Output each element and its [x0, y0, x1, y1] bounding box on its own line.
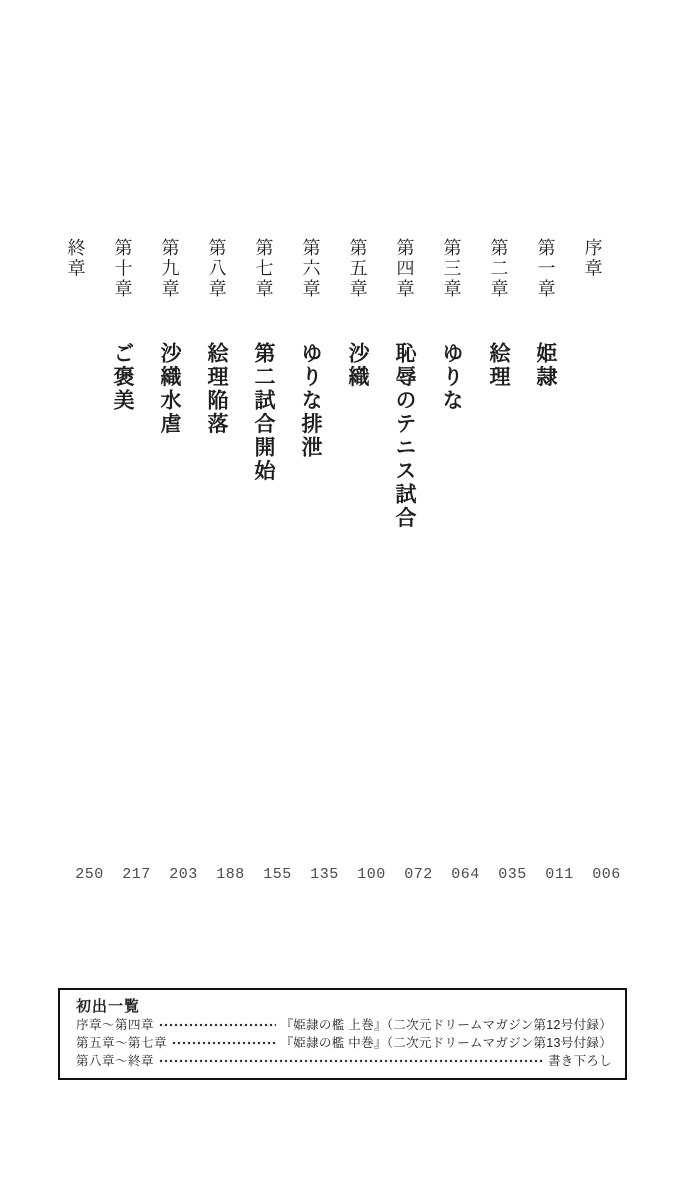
publication-entry [76, 1034, 612, 1052]
chapter-number: 第四章 [394, 238, 415, 300]
chapter-range: 第五章〜第七章 [76, 1036, 168, 1050]
chapter-range: 第八章〜終章 [76, 1054, 155, 1068]
dot-leader [159, 1023, 276, 1027]
dot-leader [172, 1041, 276, 1045]
table-of-contents [52, 238, 616, 548]
toc-entry-ch8 [193, 238, 240, 548]
chapter-number: 第八章 [206, 238, 227, 300]
page-number: 100 [357, 866, 386, 883]
page-number: 035 [498, 866, 527, 883]
chapter-number: 第九章 [159, 238, 180, 300]
publication-entry [76, 1052, 612, 1070]
chapter-title: 絵理 [487, 342, 511, 389]
dot-leader [159, 1059, 543, 1063]
toc-entry-ch5 [334, 238, 381, 548]
toc-entry-ch10 [99, 238, 146, 548]
chapter-title: ゆりな [440, 342, 464, 413]
page-number: 006 [592, 866, 621, 883]
page-number: 011 [545, 866, 574, 883]
first-publication-heading: 初出一覧 [76, 998, 141, 1015]
publication-source: 『姫隷の檻 中巻』（二次元ドリームマガジン第13号付録） [280, 1036, 612, 1050]
toc-entry-ch4 [381, 238, 428, 548]
chapter-title: 姫隷 [534, 342, 558, 389]
page-number: 155 [263, 866, 292, 883]
chapter-number: 終章 [65, 238, 86, 279]
page-number-row [66, 866, 630, 883]
toc-entry-ch7 [240, 238, 287, 548]
page-number: 217 [122, 866, 151, 883]
publication-source: 『姫隷の檻 上巻』（二次元ドリームマガジン第12号付録） [280, 1018, 612, 1032]
toc-entry-ch2 [475, 238, 522, 548]
chapter-number: 序章 [582, 238, 603, 279]
toc-entry-ch6 [287, 238, 334, 548]
chapter-title: 恥辱のテニス試合 [393, 342, 417, 530]
first-publication-box [58, 988, 627, 1080]
chapter-number: 第三章 [441, 238, 462, 300]
chapter-number: 第二章 [488, 238, 509, 300]
page-number: 188 [216, 866, 245, 883]
publication-entry [76, 1016, 612, 1034]
toc-entry-epilogue [52, 238, 99, 548]
chapter-number: 第一章 [535, 238, 556, 300]
chapter-number: 第五章 [347, 238, 368, 300]
chapter-title: ご褒美 [111, 342, 135, 413]
page-number: 064 [451, 866, 480, 883]
chapter-number: 第十章 [112, 238, 133, 300]
toc-entry-ch1 [522, 238, 569, 548]
page-number: 072 [404, 866, 433, 883]
chapter-title: ゆりな排泄 [299, 342, 323, 460]
page-number: 135 [310, 866, 339, 883]
chapter-number: 第七章 [253, 238, 274, 300]
chapter-title: 沙織 [346, 342, 370, 389]
toc-entry-prologue [569, 238, 616, 548]
chapter-number: 第六章 [300, 238, 321, 300]
chapter-title: 第二試合開始 [252, 342, 276, 483]
toc-entry-ch9 [146, 238, 193, 548]
page-number: 203 [169, 866, 198, 883]
chapter-title: 絵理陥落 [205, 342, 229, 436]
page-number: 250 [75, 866, 104, 883]
chapter-title: 沙織水虐 [158, 342, 182, 436]
toc-entry-ch3 [428, 238, 475, 548]
chapter-range: 序章〜第四章 [76, 1018, 155, 1032]
publication-source: 書き下ろし [547, 1054, 612, 1068]
